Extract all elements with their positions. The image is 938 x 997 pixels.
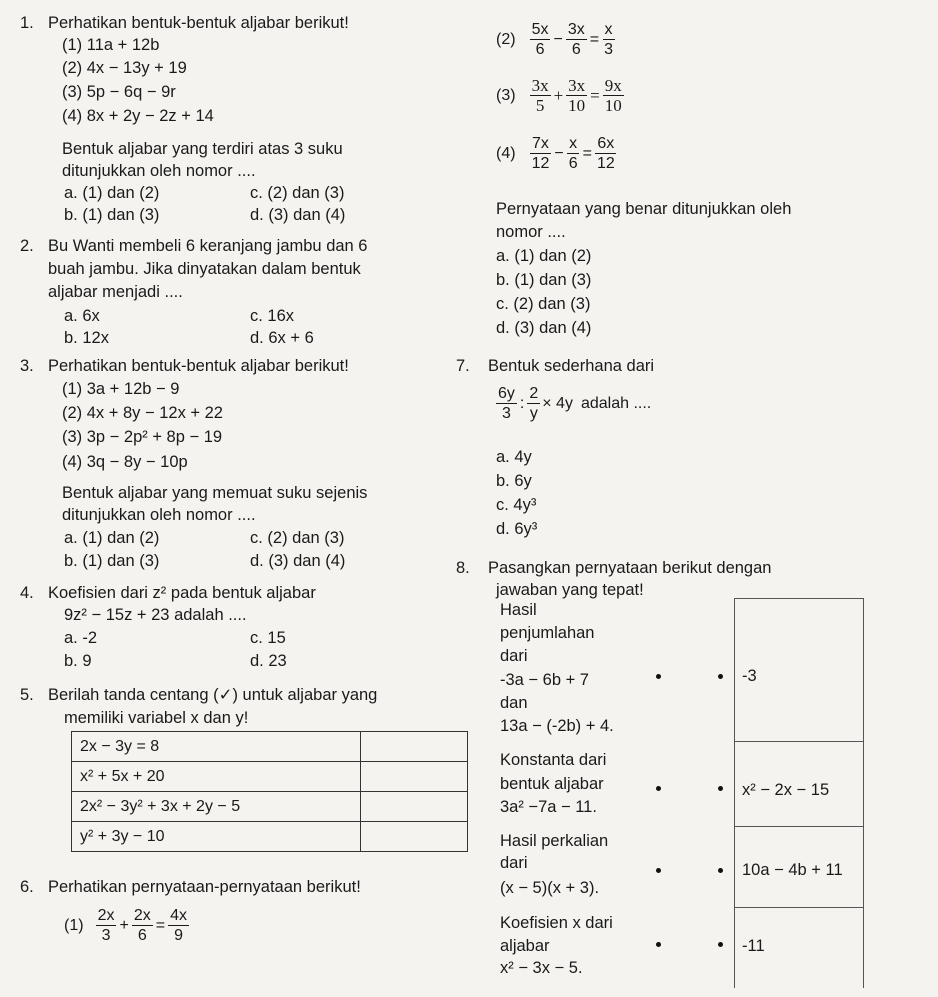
denominator: 5 [535,96,545,115]
q8-line2: jawaban yang tepat! [496,581,644,599]
q3-option-b[interactable]: b. (1) dan (3) [64,552,160,570]
fraction [530,76,551,115]
denominator: 10 [568,96,586,115]
row-divider [734,598,864,599]
q3-item-1: (1) 3a + 12b − 9 [62,380,180,398]
q8-right-dot-3[interactable] [718,868,723,873]
denominator: 6 [137,927,147,944]
q4-number: 4. [20,584,34,602]
q6-option-a[interactable]: a. (1) dan (2) [496,247,592,265]
table-row [72,762,468,792]
denominator: 3 [502,405,511,422]
q8-left-dot-1[interactable] [656,674,661,679]
q8-right-2: x² − 2x − 15 [742,781,830,799]
q5-check-cell-1[interactable] [361,732,468,762]
fraction [530,134,552,173]
q8-left-2-line1: Konstanta dari [500,751,607,769]
q7-expression [494,384,651,423]
q5-line1: Berilah tanda centang (✓) untuk aljabar yang [48,686,378,704]
q3-option-c[interactable]: c. (2) dan (3) [250,529,345,547]
denominator: 6 [535,41,545,58]
fraction [566,76,587,115]
q3-item-2: (2) 4x + 8y − 12x + 22 [62,404,223,422]
q5-expr-4: y² + 3y − 10 [72,822,361,852]
q8-left-1-line6: 13a − (-2b) + 4. [500,717,614,735]
q7-option-b[interactable]: b. 6y [496,472,532,490]
q4-line2: 9z² − 15z + 23 adalah .... [64,606,247,624]
numerator: 2x [133,907,151,924]
q8-right-1: -3 [742,667,757,685]
denominator: 10 [604,96,622,115]
numerator: 6x [597,135,615,152]
q8-left-1-line2: penjumlahan [500,624,595,642]
q5-check-cell-3[interactable] [361,792,468,822]
fraction [566,20,587,59]
q1-intro: Perhatikan bentuk-bentuk aljabar berikut! [48,14,349,32]
numerator: 2 [529,385,539,402]
q8-right-dot-4[interactable] [718,942,723,947]
q2-line1: Bu Wanti membeli 6 keranjang jambu dan 6 [48,237,368,255]
q7-number: 7. [456,357,470,375]
denominator: 6 [568,155,578,172]
q6-option-c[interactable]: c. (2) dan (3) [496,295,591,313]
operator: + [553,85,564,105]
multiplier: × 4y [542,394,573,412]
q4-option-c[interactable]: c. 15 [250,629,286,647]
equals-sign: = [582,144,592,162]
q8-left-1-line1: Hasil [500,601,537,619]
operator: − [553,30,563,48]
fraction [530,20,551,59]
row-divider [734,826,864,827]
q5-expr-2: x² + 5x + 20 [72,762,361,792]
q4-option-b[interactable]: b. 9 [64,652,92,670]
fraction [496,384,517,423]
q1-number: 1. [20,14,34,32]
numerator: 4x [170,907,187,924]
q8-left-dot-4[interactable] [656,942,661,947]
equals-sign: = [590,85,600,105]
denominator: 6 [571,41,581,58]
fraction [567,134,580,173]
q8-left-3-line2: dari [500,854,528,872]
operator: − [554,144,564,162]
q6-statement-2 [496,20,617,59]
q6-s2-label: (2) [496,30,516,48]
q3-option-d[interactable]: d. (3) dan (4) [250,552,346,570]
q2-line3: aljabar menjadi .... [48,283,183,301]
numerator: 9x [604,76,622,95]
q8-left-2-line2: bentuk aljabar [500,775,604,793]
q4-option-d[interactable]: d. 23 [250,652,287,670]
q8-right-3: 10a − 4b + 11 [742,861,843,879]
q2-option-b[interactable]: b. 12x [64,329,109,347]
numerator: x [569,135,578,152]
numerator: 3x [567,21,585,38]
q6-question-line1: Pernyataan yang benar ditunjukkan oleh [496,200,792,218]
q5-line2: memiliki variabel x dan y! [64,709,249,727]
q8-left-1-line3: dari [500,647,528,665]
table-row [72,732,468,762]
q2-option-d[interactable]: d. 6x + 6 [250,329,314,347]
equals-sign: = [155,916,166,934]
q2-option-a[interactable]: a. 6x [64,307,100,325]
q8-left-1-line5: dan [500,694,528,712]
q1-option-c[interactable]: c. (2) dan (3) [250,184,345,202]
q1-option-d[interactable]: d. (3) dan (4) [250,206,346,224]
q2-number: 2. [20,237,34,255]
denominator: 12 [531,155,550,172]
denominator: 12 [596,155,615,172]
q1-item-1: (1) 11a + 12b [62,36,160,54]
table-row [72,792,468,822]
q8-left-4-line2: aljabar [500,937,550,955]
q3-question-line1: Bentuk aljabar yang memuat suku sejenis [62,484,368,502]
numerator: 6y [498,385,515,402]
numerator: 7x [532,135,549,152]
q6-statement-4 [496,134,619,173]
q3-intro: Perhatikan bentuk-bentuk aljabar berikut! [48,357,349,375]
denominator: 3 [101,927,111,944]
q8-left-1-line4: -3a − 6b + 7 [500,671,589,689]
q3-question-line2: ditunjukkan oleh nomor .... [62,506,256,524]
column-divider [734,598,735,988]
q5-check-cell-2[interactable] [361,762,468,792]
fraction [595,134,617,173]
q5-number: 5. [20,686,34,704]
operator: + [119,916,129,934]
numerator: 3x [531,76,549,95]
q1-question-line1: Bentuk aljabar yang terdiri atas 3 suku [62,140,343,158]
equals-sign: = [589,30,600,48]
q6-s1-label: (1) [64,916,84,934]
q8-right-4: -11 [742,937,765,955]
q6-s3-label: (3) [496,86,516,104]
q1-question-line2: ditunjukkan oleh nomor .... [62,162,256,180]
numerator: 2x [97,907,115,924]
q6-option-d[interactable]: d. (3) dan (4) [496,319,592,337]
q6-intro: Perhatikan pernyataan-pernyataan berikut! [48,878,361,896]
fraction [168,906,189,945]
q5-check-cell-4[interactable] [361,822,468,852]
q3-option-a[interactable]: a. (1) dan (2) [64,529,160,547]
q2-line2: buah jambu. Jika dinyatakan dalam bentuk [48,260,361,278]
q8-left-dot-3[interactable] [656,868,661,873]
q3-item-4: (4) 3q − 8y − 10p [62,453,188,471]
row-divider [734,907,864,908]
q1-item-3: (3) 5p − 6q − 9r [62,83,176,101]
q4-option-a[interactable]: a. -2 [64,629,98,647]
fraction [96,906,117,945]
q1-option-a[interactable]: a. (1) dan (2) [64,184,160,202]
q8-left-3-line3: (x − 5)(x + 3). [500,879,600,897]
q7-option-c[interactable]: c. 4y³ [496,496,537,514]
q8-left-2-line3: 3a² −7a − 11. [500,798,597,816]
q8-right-dot-2[interactable] [718,786,723,791]
q8-number: 8. [456,559,470,577]
q6-question-line2: nomor .... [496,223,566,241]
q8-line1: Pasangkan pernyataan berikut dengan [488,559,772,577]
q6-option-b[interactable]: b. (1) dan (3) [496,271,592,289]
q7-option-d[interactable]: d. 6y³ [496,520,538,538]
numerator: 5x [531,21,549,38]
q8-right-dot-1[interactable] [718,674,723,679]
denominator: 3 [604,41,613,58]
q7-intro: Bentuk sederhana dari [488,357,655,375]
q1-item-4: (4) 8x + 2y − 2z + 14 [62,107,214,125]
q3-item-3: (3) 3p − 2p² + 8p − 19 [62,428,223,446]
column-border [863,598,864,988]
q6-statement-1 [64,906,191,945]
fraction [602,20,615,59]
q8-left-4-line3: x² − 3x − 5. [500,959,583,977]
denominator: y [529,405,538,422]
q3-number: 3. [20,357,34,375]
q2-option-c[interactable]: c. 16x [250,307,295,325]
q5-expr-1: 2x − 3y = 8 [72,732,361,762]
division-sign: : [519,394,525,412]
q8-left-dot-2[interactable] [656,786,661,791]
denominator: 9 [174,927,183,944]
q6-number: 6. [20,878,34,896]
numerator: x [604,21,613,38]
numerator: 3x [568,76,586,95]
fraction [132,906,153,945]
q8-matching-area [496,598,864,988]
table-row [72,822,468,852]
q1-item-2: (2) 4x − 13y + 19 [62,59,187,77]
row-divider [734,741,864,742]
q6-s4-label: (4) [496,144,516,162]
q7-suffix: adalah .... [580,394,652,412]
fraction [603,76,624,115]
q7-option-a[interactable]: a. 4y [496,448,532,466]
q6-statement-3 [496,76,626,115]
q5-expr-3: 2x² − 3y² + 3x + 2y − 5 [72,792,361,822]
q8-left-4-line1: Koefisien x dari [500,914,613,932]
q4-line1: Koefisien dari z² pada bentuk aljabar [48,584,316,602]
q5-table [71,731,468,852]
q8-left-3-line1: Hasil perkalian [500,832,609,850]
fraction [527,384,540,423]
q1-option-b[interactable]: b. (1) dan (3) [64,206,160,224]
